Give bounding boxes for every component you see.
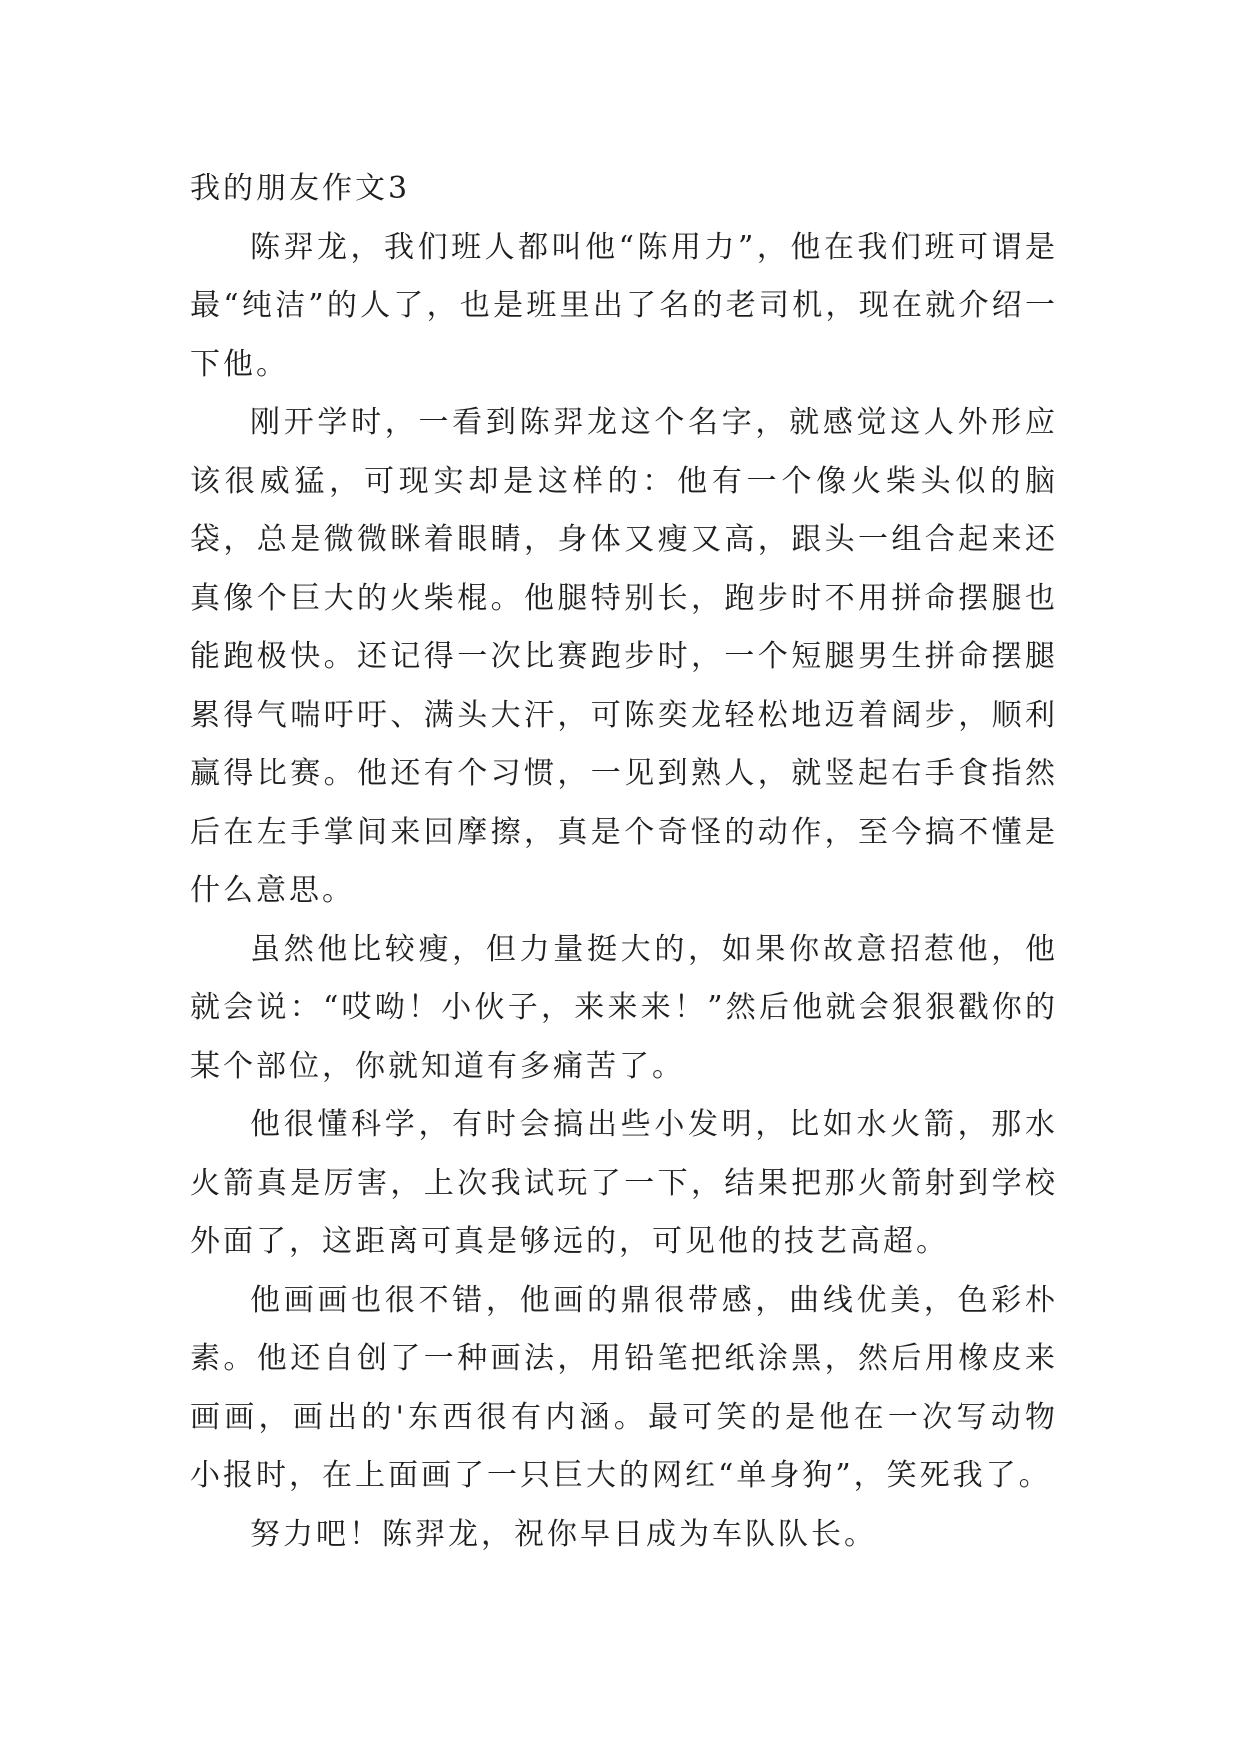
paragraph-1: 陈羿龙，我们班人都叫他“陈用力”，他在我们班可谓是最“纯洁”的人了，也是班里出了名的老司机，现在就介绍一下他。	[190, 229, 1058, 382]
document-body	[190, 160, 1058, 1564]
document-title: 我的朋友作文3	[190, 171, 411, 206]
paragraph-2: 刚开学时，一看到陈羿龙这个名字，就感觉这人外形应该很威猛，可现实却是这样的：他有一个像火柴头似的脑袋，总是微微眯着眼睛，身体又瘦又高，跟头一组合起来还真像个巨大的火柴棍。他腿特别长，跑步时不用拼命摆腿也能跑极快。还记得一次比赛跑步时，一个短腿男生拼命摆腿累得气喘吁吁、满头大汗，可陈奕龙轻松地迈着阔步，顺利赢得比赛。他还有个习惯，一见到熟人，就竖起右手食指然后在左手掌间来回摩擦，真是个奇怪的动作，至今搞不懂是什么意思。	[190, 405, 1058, 908]
paragraph-5: 他画画也很不错，他画的鼎很带感，曲线优美，色彩朴素。他还自创了一种画法，用铅笔把纸涂黑，然后用橡皮来画画，画出的'东西很有内涵。最可笑的是他在一次写动物小报时，在上面画了一只巨大的网红“单身狗”，笑死我了。	[190, 1282, 1058, 1493]
paragraph-4: 他很懂科学，有时会搞出些小发明，比如水火箭，那水火箭真是厉害，上次我试玩了一下，结果把那火箭射到学校外面了，这距离可真是够远的，可见他的技艺高超。	[190, 1107, 1058, 1259]
paragraph-6: 努力吧！陈羿龙，祝你早日成为车队队长。	[250, 1516, 877, 1552]
paragraph-3: 虽然他比较瘦，但力量挺大的，如果你故意招惹他，他就会说：“哎呦！小伙子，来来来！”然后他就会狠狠戳你的某个部位，你就知道有多痛苦了。	[190, 931, 1058, 1084]
